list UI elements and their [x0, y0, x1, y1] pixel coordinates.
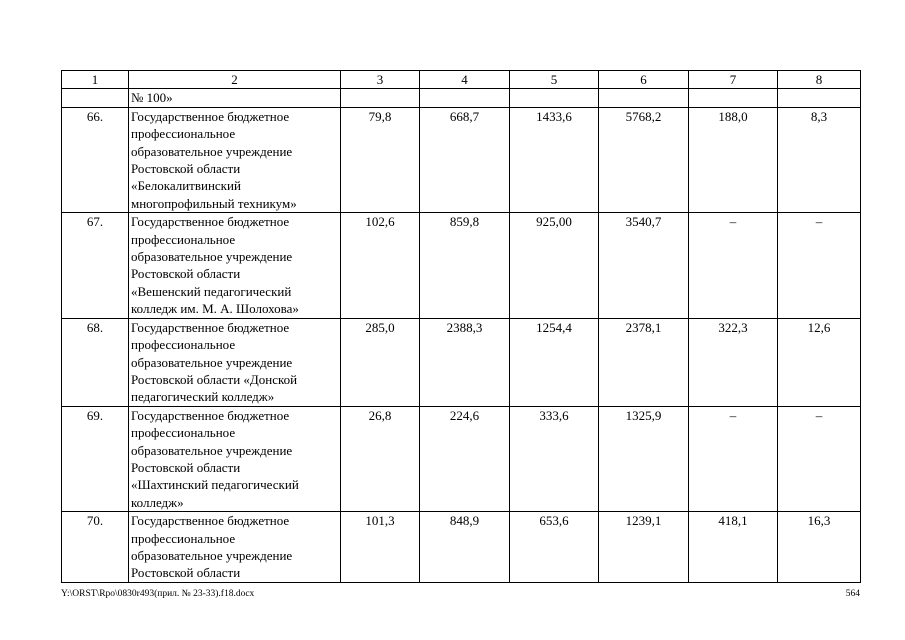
value-cell-c5: 653,6 — [510, 512, 599, 583]
value-cell-c8: 8,3 — [778, 107, 861, 212]
value-cell-c5: 1433,6 — [510, 107, 599, 212]
column-header: 2 — [129, 71, 341, 89]
value-cell-c6: 1239,1 — [599, 512, 689, 583]
value-cell-c8: – — [778, 213, 861, 318]
row-number-cell: 70. — [62, 512, 129, 583]
column-header: 8 — [778, 71, 861, 89]
value-cell-c3: 79,8 — [341, 107, 420, 212]
institution-name-line: профессиональное — [131, 530, 236, 546]
value-cell-c3: 285,0 — [341, 318, 420, 406]
column-header: 3 — [341, 71, 420, 89]
value-cell-c7: 418,1 — [689, 512, 778, 583]
value-cell-c8: – — [778, 406, 861, 511]
institution-name-line: Ростовской области — [131, 459, 241, 475]
table-row — [62, 107, 861, 212]
value-cell-c7: – — [689, 406, 778, 511]
value-cell-c4: 859,8 — [420, 213, 510, 318]
institution-name-line: Ростовской области — [131, 565, 241, 581]
institution-name-cell — [129, 213, 341, 318]
institution-name-line: образовательное учреждение — [131, 442, 293, 458]
institution-name-line: профессиональное — [131, 337, 236, 353]
column-header: 1 — [62, 71, 129, 89]
institution-name-line: образовательное учреждение — [131, 547, 293, 563]
institution-name-line: «Вешенский педагогический — [131, 283, 292, 299]
column-header: 5 — [510, 71, 599, 89]
value-cell-c8: 16,3 — [778, 512, 861, 583]
value-cell-c4: 2388,3 — [420, 318, 510, 406]
institution-name-line: профессиональное — [131, 425, 236, 441]
table-body — [62, 71, 861, 583]
value-cell-c7: 188,0 — [689, 107, 778, 212]
institution-name-line: образовательное учреждение — [131, 249, 293, 265]
value-cell-c4: 224,6 — [420, 406, 510, 511]
column-header: 4 — [420, 71, 510, 89]
value-cell-c7: – — [689, 213, 778, 318]
value-cell-c6: 1325,9 — [599, 406, 689, 511]
institution-name-line: Государственное бюджетное — [131, 407, 290, 423]
value-cell-c6: 5768,2 — [599, 107, 689, 212]
footer-file-path: Y:\ORST\Rpo\0830r493(прил. № 23-33).f18.docx — [61, 589, 255, 599]
value-cell-c3: 101,3 — [341, 512, 420, 583]
value-cell-c4: 848,9 — [420, 512, 510, 583]
empty-cell — [778, 89, 861, 107]
value-cell-c5: 1254,4 — [510, 318, 599, 406]
value-cell-c8: 12,6 — [778, 318, 861, 406]
value-cell-c4: 668,7 — [420, 107, 510, 212]
table-row — [62, 512, 861, 583]
empty-cell — [420, 89, 510, 107]
institution-name-line: профессиональное — [131, 231, 236, 247]
data-table — [61, 70, 861, 583]
row-number-cell: 67. — [62, 213, 129, 318]
institution-name-line: Ростовской области — [131, 161, 241, 177]
institution-name-line: многопрофильный техникум» — [131, 195, 297, 211]
table-row — [62, 318, 861, 406]
table-row — [62, 213, 861, 318]
institution-name-line: колледж» — [131, 494, 184, 510]
row-number-cell: 69. — [62, 406, 129, 511]
institution-name-line: образовательное учреждение — [131, 143, 293, 159]
value-cell-c3: 102,6 — [341, 213, 420, 318]
value-cell-c7: 322,3 — [689, 318, 778, 406]
footer-page-number: 564 — [845, 589, 860, 599]
value-cell-c5: 333,6 — [510, 406, 599, 511]
institution-name-cell — [129, 512, 341, 583]
institution-name-line: Государственное бюджетное — [131, 513, 290, 529]
institution-name-cell — [129, 318, 341, 406]
institution-name-line: Государственное бюджетное — [131, 319, 290, 335]
institution-name-line: образовательное учреждение — [131, 354, 293, 370]
institution-name-line: педагогический колледж» — [131, 389, 275, 405]
row-number-cell: 68. — [62, 318, 129, 406]
empty-cell — [510, 89, 599, 107]
institution-name-line: колледж им. М. А. Шолохова» — [131, 301, 299, 317]
institution-name-line: профессиональное — [131, 126, 236, 142]
institution-name-cell — [129, 107, 341, 212]
value-cell-c6: 3540,7 — [599, 213, 689, 318]
institution-name-line: Ростовской области «Донской — [131, 371, 298, 387]
empty-cell — [341, 89, 420, 107]
institution-name-line: Государственное бюджетное — [131, 214, 290, 230]
institution-name-line: Государственное бюджетное — [131, 108, 290, 124]
institution-name-cell — [129, 406, 341, 511]
institution-name-line: Ростовской области — [131, 266, 241, 282]
empty-cell — [689, 89, 778, 107]
continuation-name-cell: № 100» — [129, 89, 341, 107]
row-number-cell: 66. — [62, 107, 129, 212]
column-number-row — [62, 71, 861, 89]
continuation-num-cell — [62, 89, 129, 107]
institution-name-line: «Белокалитвинский — [131, 178, 241, 194]
value-cell-c3: 26,8 — [341, 406, 420, 511]
column-header: 6 — [599, 71, 689, 89]
continuation-row — [62, 89, 861, 107]
value-cell-c6: 2378,1 — [599, 318, 689, 406]
column-header: 7 — [689, 71, 778, 89]
value-cell-c5: 925,00 — [510, 213, 599, 318]
empty-cell — [599, 89, 689, 107]
table-row — [62, 406, 861, 511]
institution-name-line: «Шахтинский педагогический — [131, 477, 299, 493]
